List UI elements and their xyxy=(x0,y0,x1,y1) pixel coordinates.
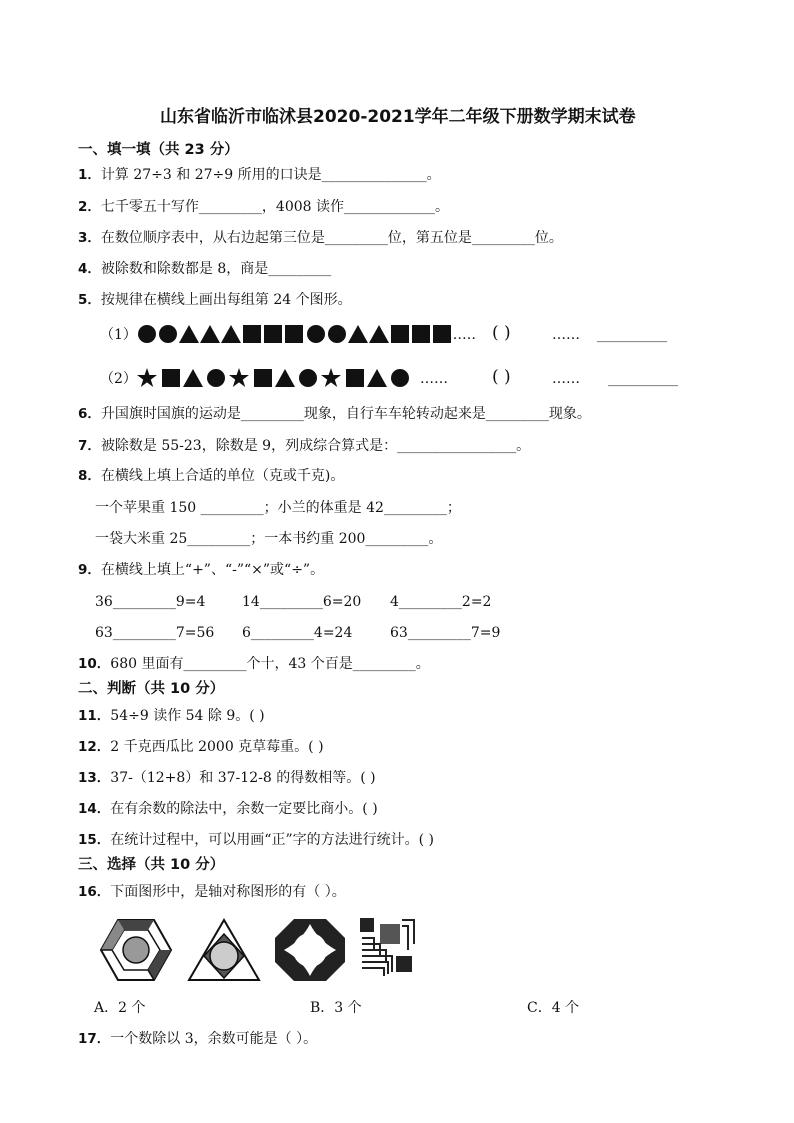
question-15 xyxy=(78,831,434,849)
figure-squares xyxy=(358,916,422,980)
question-7 xyxy=(78,437,530,455)
question-text: 37-（12+8）和 37-12-8 的得数相等。( ) xyxy=(110,770,376,786)
question-number: 9． xyxy=(78,562,101,578)
question-number: 14． xyxy=(78,801,111,817)
question-text: 被除数和除数都是 8，商是_________ xyxy=(100,261,332,277)
question-8-line-2: 一袋大米重 25_________；一本书约重 200_________。 xyxy=(95,531,443,547)
section-heading-3: 三、选择（共 10 分） xyxy=(78,857,225,873)
figure-triangle-diamond xyxy=(188,918,260,982)
question-9-item: 6_________4=24 xyxy=(242,625,353,641)
question-2 xyxy=(78,198,449,216)
question-text: 计算 27÷3 和 27÷9 所用的口诀是_______________。 xyxy=(100,167,441,183)
question-6 xyxy=(78,405,591,423)
question-number: 17． xyxy=(78,1031,111,1047)
question-17 xyxy=(78,1030,317,1048)
question-number: 3． xyxy=(78,230,101,246)
question-text: 升国旗时国旗的运动是_________现象，自行车车轮转动起来是_________现象。 xyxy=(100,406,591,422)
pattern-1-shapes xyxy=(136,322,446,346)
question-11 xyxy=(78,707,265,725)
figure-hexagon-circle xyxy=(100,918,172,982)
question-number: 5． xyxy=(78,292,101,308)
question-text: 下面图形中，是轴对称图形的有（ ）。 xyxy=(110,884,346,900)
section-heading-2: 二、判断（共 10 分） xyxy=(78,681,225,697)
pattern-2-label: （2） xyxy=(100,371,137,387)
option-b: B．3 个 xyxy=(310,1000,362,1016)
question-number: 13． xyxy=(78,770,111,786)
question-number: 6． xyxy=(78,406,101,422)
question-8-line-1: 一个苹果重 150 _________；小兰的体重是 42_________； xyxy=(95,500,461,516)
pattern-1-dots-2: …… xyxy=(552,327,580,343)
pattern-2-shapes xyxy=(136,366,446,390)
option-c: C．4 个 xyxy=(527,1000,580,1016)
question-9 xyxy=(78,561,324,579)
question-9-item: 36_________9=4 xyxy=(95,594,206,610)
question-9-item: 4_________2=2 xyxy=(390,594,492,610)
question-9-item: 14_________6=20 xyxy=(242,594,362,610)
pattern-2-answer-line: __________ xyxy=(608,371,678,387)
question-8 xyxy=(78,467,344,485)
question-number: 4． xyxy=(78,261,101,277)
question-text: 2 千克西瓜比 2000 克草莓重。( ) xyxy=(110,739,324,755)
option-a: A．2 个 xyxy=(94,1000,146,1016)
question-number: 11． xyxy=(78,708,111,724)
question-4 xyxy=(78,260,331,278)
question-text: 在统计过程中，可以用画“正”字的方法进行统计。( ) xyxy=(110,832,434,848)
question-9-item: 63_________7=56 xyxy=(95,625,215,641)
question-number: 10． xyxy=(78,656,111,672)
question-text: 按规律在横线上画出每组第 24 个图形。 xyxy=(100,292,352,308)
question-text: 在横线上填上“+”、“-”“×”或“÷”。 xyxy=(100,562,325,578)
question-number: 15． xyxy=(78,832,111,848)
question-text: 七千零五十写作_________，4008 读作_____________。 xyxy=(100,199,449,215)
question-12 xyxy=(78,738,324,756)
section-heading-1: 一、填一填（共 23 分） xyxy=(78,142,239,158)
question-9-item: 63_________7=9 xyxy=(390,625,501,641)
pattern-1-answer-paren: ( ) xyxy=(492,323,511,343)
question-1 xyxy=(78,166,441,184)
question-13 xyxy=(78,769,376,787)
question-number: 1． xyxy=(78,167,101,183)
question-number: 2． xyxy=(78,199,101,215)
question-5 xyxy=(78,291,352,309)
question-text: 在数位顺序表中，从右边起第三位是_________位，第五位是_________位。 xyxy=(100,230,563,246)
figure-octagon-star xyxy=(274,918,346,982)
question-3 xyxy=(78,229,563,247)
pattern-2-answer-paren: ( ) xyxy=(492,367,511,387)
question-number: 7． xyxy=(78,438,101,454)
question-text: 一个数除以 3，余数可能是（ ）。 xyxy=(110,1031,318,1047)
question-14 xyxy=(78,800,378,818)
question-text: 54÷9 读作 54 除 9。( ) xyxy=(110,708,265,724)
pattern-1-label: （1） xyxy=(100,327,137,343)
question-10 xyxy=(78,655,430,673)
pattern-1-dots: …… xyxy=(448,327,476,343)
question-text: 在有余数的除法中，余数一定要比商小。( ) xyxy=(110,801,378,817)
question-text: 被除数是 55-23，除数是 9，列成综合算式是：_________________。 xyxy=(100,438,531,454)
question-text: 在横线上填上合适的单位（克或千克)。 xyxy=(100,468,345,484)
pattern-2-dots: …… xyxy=(420,371,448,387)
question-text: 680 里面有_________个十，43 个百是_________。 xyxy=(110,656,430,672)
question-number: 16． xyxy=(78,884,111,900)
question-number: 12． xyxy=(78,739,111,755)
pattern-2-dots-2: …… xyxy=(552,371,580,387)
question-number: 8． xyxy=(78,468,101,484)
pattern-1-answer-line: __________ xyxy=(597,327,667,343)
page-title: 山东省临沂市临沭县2020-2021学年二年级下册数学期末试卷 xyxy=(160,107,636,127)
question-16 xyxy=(78,883,346,901)
